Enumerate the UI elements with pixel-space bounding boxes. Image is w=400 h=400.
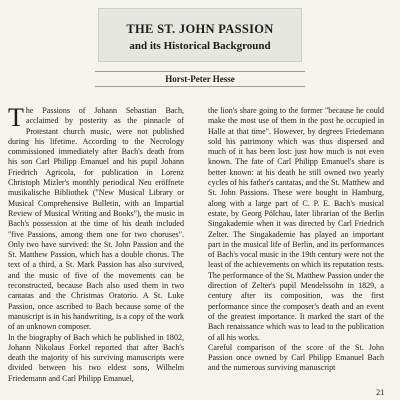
title-box — [98, 8, 302, 62]
text-column-right — [208, 106, 384, 374]
page-subtitle: and its Historical Background — [129, 40, 271, 52]
text-column-left — [8, 103, 184, 384]
page-title: THE ST. JOHN PASSION — [126, 22, 274, 36]
drop-cap: T — [8, 103, 24, 132]
author-name: Horst-Peter Hesse — [165, 74, 235, 84]
left-paragraph-2: In the biography of Bach which he published in 1802, Johann Nikolaus Forkel reported that after Bach's death the majority of his surviving manuscripts were divided between his two eldest sons, Wilhelm Friedemann and Carl Philipp Emanuel, — [8, 332, 184, 383]
author-rule-top — [95, 71, 305, 72]
page-number: 21 — [376, 387, 385, 397]
left-paragraph-1 — [8, 103, 184, 333]
left-paragraph-1-text: he Passions of Johann Sebastian Bach, acclaimed by posterity as the pinnacle of Protestant church music, were not published during his lifetime. According to the Necrology commissioned immediately after Bach's death from his son Carl Philipp Emanuel and his pupil Johann Friedrich Agricola, for publication in Lorenz Christoph Mizler's monthly periodical Neu eröffnete musikalische Bibliothek ("New Musical Library or Musical Comprehensive Bulletin, with an Impartial Review of Musical Writing and Books"), the music in Bach's possession at the time of his death included "five Passions, among them one for two choruses". Only two have survived: the St. John Passion and the St. Matthew Passion, which has a double chorus. The text of a third, a St. Mark Passion has also survived, and the music of five of the movements can be reconstructed, because Bach also used them in two cantatas and the Christmas Oratorio. A St. Luke Passion, once ascribed to Bach because some of the manuscript is in his handwriting, is a copy of the work of an unknown composer. — [8, 106, 184, 332]
right-paragraph-1: the lion's share going to the former "because he could make the most use of them in the post he occupied in Halle at that time". However, by degrees Friedemann sold his patrimony which was thus dispersed and much of it has been lost: just how much is not even known. The fate of Carl Philipp Emanuel's share is better known: at his death he still owned two yearly cycles of his father's cantatas, and the St. Matthew and St. John Passions. These were bought in Hamburg, along with a large part of C. P. E. Bach's musical estate, by Georg Pölchau, later librarian of the Berlin Singakademie when it was directed by Carl Friedrich Zelter. The Singakademie has played an important part in the musical life of Berlin, and its performances of Bach's vocal music in the 19th century were not the least of the achievements on which its reputation rests. The performance of the St. Matthew Passion under the direction of Zelter's pupil Mendelssohn in 1829, a century after its composition, was the first performance since the composer's death and an event of the greatest importance. It marked the start of the Bach renaissance which was to lead to the publication of all his works. — [208, 106, 384, 342]
right-paragraph-2: Careful comparison of the score of the St. John Passion once owned by Carl Philipp Emanuel Bach and the numerous surviving manuscript — [208, 342, 384, 373]
author-rule-bottom — [95, 86, 305, 87]
